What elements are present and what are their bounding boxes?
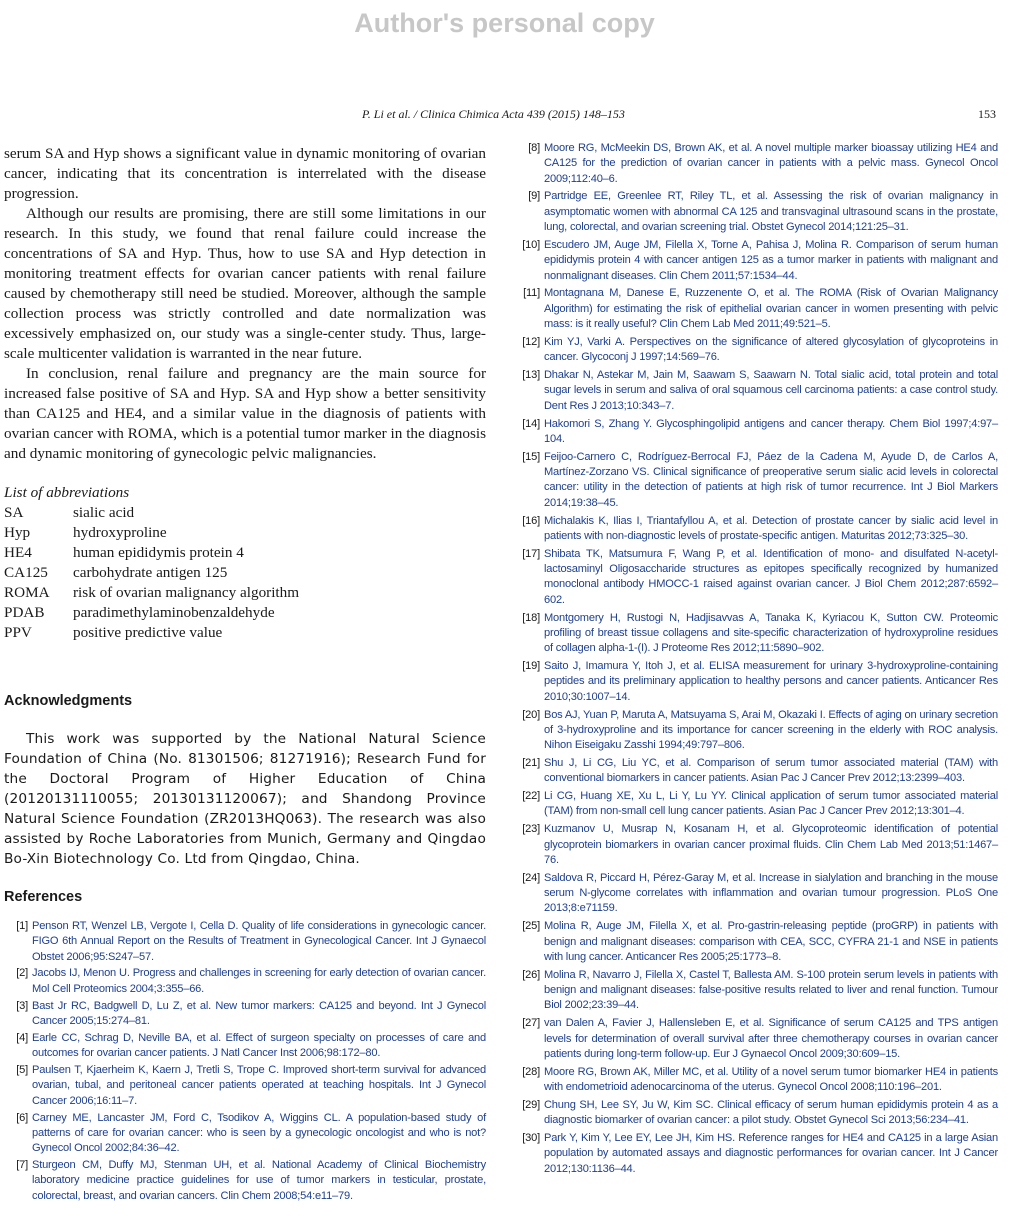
abbreviation-row [4, 563, 486, 583]
reference-link[interactable]: Moore RG, McMeekin DS, Brown AK, et al. A novel multiple marker bioassay utilizing HE4 and CA125 for the prediction of ovarian cancer in patients with a pelvic mass. Gynecol Oncol 2009;112:40–6. [544, 142, 998, 185]
reference-number: [5] [16, 1064, 28, 1077]
abbreviation-definition: carbohydrate antigen 125 [73, 564, 228, 581]
reference-item [516, 1131, 998, 1177]
reference-number: [23] [522, 823, 540, 836]
reference-number: [16] [522, 514, 540, 527]
watermark: Author's personal copy [354, 8, 655, 38]
reference-link[interactable]: Montgomery H, Rustogi N, Hadjisavvas A, Tanaka K, Kyriacou K, Sutton CW. Proteomic profiling of breast tissue collagens and site-specific characterization of hydroxyproline residues of collagen alpha-1-(I). J Proteome Res 2012;11:5890–902. [544, 611, 998, 655]
reference-number: [12] [522, 335, 540, 348]
reference-item [516, 1016, 998, 1062]
reference-link[interactable]: Park Y, Kim Y, Lee EY, Lee JH, Kim HS. Reference ranges for HE4 and CA125 in a large Asian population by automated assays and diagnostic performances for ovarian cancer. Int J Cancer 2012;130:1136–44. [544, 1132, 998, 1175]
abbreviation-definition: hydroxyproline [73, 524, 167, 541]
page-number: 153 [978, 107, 996, 121]
abbreviation-row [4, 543, 486, 563]
reference-item [4, 1031, 486, 1062]
reference-item [516, 238, 998, 284]
reference-link[interactable]: Bast Jr RC, Badgwell D, Lu Z, et al. New tumor markers: CA125 and beyond. Int J Gynecol Cancer 2005;15:274–81. [32, 999, 486, 1027]
abbreviation-row [4, 623, 486, 643]
reference-item [516, 822, 998, 868]
reference-link[interactable]: Kim YJ, Varki A. Perspectives on the significance of altered glycosylation of glycoproteins in cancer. Glycoconj J 1997;14:569–76. [544, 335, 998, 364]
abbreviation-row [4, 503, 486, 523]
reference-link[interactable]: Carney ME, Lancaster JM, Ford C, Tsodikov A, Wiggins CL. A population-based study of patterns of care for ovarian cancer: who is seen by a gynecologic oncologist and who is not? Gynecol Oncol 2002;84:36–42. [32, 1111, 486, 1155]
reference-item [516, 141, 998, 187]
reference-link[interactable]: Bos AJ, Yuan P, Maruta A, Matsuyama S, Arai M, Okazaki I. Effects of aging on urinary secretion of 3-hydroxyproline and its importance for cancer screening in the elderly with ROC analysis. Nihon Eiseigaku Zasshi 1994;49:797–806. [544, 708, 998, 752]
reference-item [516, 335, 998, 366]
reference-item [516, 708, 998, 754]
reference-item [4, 1111, 486, 1157]
abbreviation-row [4, 603, 486, 623]
abbreviation-term: SA [4, 504, 24, 521]
reference-number: [2] [16, 967, 28, 980]
reference-number: [13] [522, 369, 540, 382]
reference-number: [22] [522, 790, 540, 803]
abbreviation-definition: paradimethylaminobenzaldehyde [73, 604, 275, 621]
reference-item [516, 450, 998, 511]
reference-number: [27] [522, 1017, 540, 1030]
reference-link[interactable]: Earle CC, Schrag D, Neville BA, et al. Effect of surgeon specialty on processes of care and outcomes for ovarian cancer patients. J Natl Cancer Inst 2006;98:172–80. [32, 1031, 486, 1060]
reference-number: [18] [522, 611, 540, 624]
reference-number: [8] [528, 142, 540, 154]
reference-number: [15] [522, 450, 540, 463]
abbreviation-term: ROMA [4, 584, 50, 601]
reference-item [516, 514, 998, 545]
reference-link[interactable]: Molina R, Auge JM, Filella X, et al. Pro-gastrin-releasing peptide (proGRP) in patients with benign and malignant diseases: comparison with CEA, SCC, CYFRA 21-1 and NSE in patients with lung cancer. Anticancer Res 2005;25:1773–8. [544, 920, 998, 963]
reference-item [4, 999, 486, 1030]
reference-number: [1] [16, 920, 28, 932]
body-paragraph: Although our results are promising, there are still some limitations in our research. In this study, we found that renal failure could increase the concentrations of SA and Hyp. Thus, how to use SA and Hyp detection in monitoring treatment effects for ovarian cancer patients with renal failure caused by chemotherapy still need be studied. Moreover, although the sample collection process was strictly controlled and date normalization was excessively emphasized on, our study was a single-center study. Thus, large-scale multicenter validation is warranted in the near future. [4, 205, 486, 362]
reference-number: [17] [522, 547, 540, 560]
reference-link[interactable]: Penson RT, Wenzel LB, Vergote I, Cella D. Quality of life considerations in gynecologic cancer. FIGO 6th Annual Report on the Results of Treatment in Gynecological Cancer. Int J Gynaecol Obstet 2006;95:S247–57. [32, 920, 486, 963]
acknowledgments-text: This work was supported by the National Natural Science Foundation of China (No. 81301506; 81271916); Research Fund for the Doctoral Program of Higher Education of China (20120131110055; 20130131120067); and Shandong Province Natural Science Foundation (ZR2013HQ063). The research was also assisted by Roche Laboratories from Munich, Germany and Qingdao Bo-Xin Biotechnology Co. Ltd from Qingdao, China. [4, 731, 486, 867]
reference-number: [9] [528, 190, 540, 203]
reference-link[interactable]: Jacobs IJ, Menon U. Progress and challenges in screening for early detection of ovarian cancer. Mol Cell Proteomics 2004;3:355–66. [32, 967, 486, 995]
abbreviation-term: CA125 [4, 564, 48, 581]
reference-number: [28] [522, 1065, 540, 1078]
reference-link[interactable]: Chung SH, Lee SY, Ju W, Kim SC. Clinical efficacy of serum human epididymis protein 4 as a diagnostic biomarker of ovarian cancer: a pilot study. Obstet Gynecol Sci 2013;56:234–41. [544, 1098, 998, 1127]
acknowledgments-title: Acknowledgments [4, 693, 133, 709]
reference-number: [6] [16, 1111, 28, 1124]
reference-item [516, 756, 998, 787]
reference-link[interactable]: Li CG, Huang XE, Xu L, Li Y, Lu YY. Clinical application of serum tumor associated material (TAM) from non-small cell lung cancer patients. Asian Pac J Cancer Prev 2012;13:301–4. [544, 790, 998, 818]
body-paragraph: serum SA and Hyp shows a significant value in dynamic monitoring of ovarian cancer, indicating that its concentration is interrelated with the disease progression. [4, 145, 486, 202]
reference-number: [7] [16, 1159, 28, 1172]
reference-item [516, 611, 998, 657]
reference-number: [14] [522, 417, 540, 430]
abbreviation-row [4, 523, 486, 543]
reference-item [4, 1063, 486, 1109]
abbreviation-definition: sialic acid [73, 504, 135, 521]
abbreviation-definition: positive predictive value [73, 624, 223, 641]
reference-number: [4] [16, 1031, 28, 1044]
right-column [516, 141, 998, 1180]
reference-item [516, 368, 998, 414]
abbreviation-definition: human epididymis protein 4 [73, 544, 244, 561]
reference-link[interactable]: Moore RG, Brown AK, Miller MC, et al. Utility of a novel serum tumor biomarker HE4 in patients with endometrioid adenocarcinoma of the uterus. Gynecol Oncol 2008;110:196–201. [544, 1065, 998, 1094]
reference-number: [30] [522, 1132, 540, 1145]
abbreviation-row [4, 583, 486, 603]
reference-link[interactable]: Kuzmanov U, Musrap N, Kosanam H, et al. Glycoproteomic identification of potential glycoprotein biomarkers in ovarian cancer proximal fluids. Clin Chem Lab Med 2013;51:1467–76. [544, 823, 998, 866]
reference-link[interactable]: Saldova R, Piccard H, Pérez-Garay M, et al. Increase in sialylation and branching in the mouse serum N-glycome correlates with inflammation and ovarian tumour progression. PLoS One 2013;8:e71159. [544, 871, 998, 915]
reference-link[interactable]: Paulsen T, Kjaerheim K, Kaern J, Tretli S, Trope C. Improved short-term survival for advanced ovarian, tubal, and peritoneal cancer patients operated at teaching hospitals. Int J Gynecol Cancer 2006;16:11–7. [32, 1064, 486, 1107]
reference-number: [24] [522, 871, 540, 884]
reference-item [4, 1158, 486, 1204]
reference-item [516, 417, 998, 448]
reference-item [4, 919, 486, 965]
reference-item [516, 547, 998, 608]
abbreviation-term: HE4 [4, 544, 32, 561]
reference-link[interactable]: Molina R, Navarro J, Filella X, Castel T, Ballesta AM. S-100 protein serum levels in patients with benign and malignant diseases: false-positive results related to liver and renal function. Tumour Biol 2002;23:39–44. [544, 968, 998, 1012]
reference-link[interactable]: Montagnana M, Danese E, Ruzzenente O, et al. The ROMA (Risk of Ovarian Malignancy Algorithm) for estimating the risk of epithelial ovarian cancer in women presenting with pelvic mass: is it really useful? Clin Chem Lab Med 2011;49:521–5. [544, 287, 998, 331]
reference-number: [10] [522, 238, 540, 251]
reference-link[interactable]: Escudero JM, Auge JM, Filella X, Torne A, Pahisa J, Molina R. Comparison of serum human epididymis protein 4 with cancer antigen 125 as a tumor marker in patients with malignant and nonmalignant diseases. Clin Chem 2011;57:1534–44. [544, 238, 998, 282]
reference-number: [11] [523, 287, 540, 300]
reference-number: [21] [522, 757, 540, 769]
references-list-continued [516, 141, 998, 1177]
reference-item [4, 966, 486, 997]
reference-item [516, 968, 998, 1014]
abbreviations-list [4, 503, 486, 643]
abbreviations-title: List of abbreviations [4, 484, 130, 501]
reference-link[interactable]: Partridge EE, Greenlee RT, Riley TL, et al. Assessing the risk of ovarian malignancy in asymptomatic women with abnormal CA 125 and transvaginal ultrasound scans in the prostate, lung, colorectal, and ovarian screening trial. Obstet Gynecol 2014;121:25–31. [544, 190, 998, 234]
reference-link[interactable]: Dhakar N, Astekar M, Jain M, Saawam S, Saawarn N. Total sialic acid, total protein and total sugar levels in serum and saliva of oral squamous cell carcinoma patients: a case control study. Dent Res J 2013;10:343–7. [544, 369, 998, 412]
reference-number: [19] [522, 660, 540, 673]
reference-number: [20] [522, 708, 540, 721]
references-title: References [4, 889, 83, 905]
abbreviation-definition: risk of ovarian malignancy algorithm [73, 584, 300, 601]
reference-item [516, 871, 998, 917]
reference-link[interactable]: Saito J, Imamura Y, Itoh J, et al. ELISA measurement for urinary 3-hydroxyproline-containing peptides and its preliminary application to healthy persons and cancer patients. Anticancer Res 2010;30:1007–14. [544, 660, 998, 703]
reference-number: [29] [522, 1098, 540, 1111]
abbreviation-term: PPV [4, 624, 32, 641]
reference-link[interactable]: van Dalen A, Favier J, Hallensleben E, et al. Significance of serum CA125 and TPS antigen levels for determination of overall survival after three chemotherapy courses in ovarian cancer patients during long-term follow-up. Eur J Gynaecol Oncol 2009;30:609–15. [544, 1017, 998, 1060]
reference-link[interactable]: Shu J, Li CG, Liu YC, et al. Comparison of serum tumor associated material (TAM) with conventional biomarkers in cancer patients. Asian Pac J Cancer Prev 2012;13:2399–403. [544, 757, 998, 785]
reference-item [516, 659, 998, 705]
reference-item [516, 919, 998, 965]
reference-item [516, 286, 998, 332]
reference-item [516, 1065, 998, 1096]
running-head [0, 107, 1009, 125]
reference-link[interactable]: Shibata TK, Matsumura F, Wang P, et al. Identification of mono- and disulfated N-acetyl-lactosaminyl Oligosaccharide structures as epitopes specifically recognized by humanized monoclonal antibody HMOCC-1 raised against ovarian cancer. J Biol Chem 2012;287:6592–602. [544, 547, 998, 606]
reference-link[interactable]: Feijoo-Carnero C, Rodríguez-Berrocal FJ, Páez de la Cadena M, Ayude D, de Carlos A, Martínez-Zorzano VS. Clinical significance of preoperative serum sialic acid levels in colorectal cancer: utility in the detection of patients at high risk of tumor recurrence. Int J Biol Markers 2014;19:38–45. [544, 450, 998, 509]
journal-citation: P. Li et al. / Clinica Chimica Acta 439 (2015) 148–153 [362, 107, 625, 121]
reference-item [516, 189, 998, 235]
reference-number: [26] [522, 968, 540, 981]
left-column [4, 144, 486, 1206]
abbreviation-term: Hyp [4, 524, 31, 541]
reference-number: [25] [522, 920, 540, 933]
abbreviation-term: PDAB [4, 604, 45, 621]
references-list [4, 919, 486, 1204]
reference-number: [3] [16, 999, 28, 1012]
reference-item [516, 789, 998, 820]
reference-link[interactable]: Michalakis K, Ilias I, Triantafyllou A, et al. Detection of prostate cancer by sialic acid level in patients with non-diagnostic levels of prostate-specific antigen. Maturitas 2012;73:325–30. [544, 514, 998, 542]
reference-item [516, 1098, 998, 1129]
body-paragraph: In conclusion, renal failure and pregnancy are the main source for increased false positive of SA and Hyp. SA and Hyp show a better sensitivity than CA125 and HE4, and a similar value in the diagnosis of patients with ovarian cancer with ROMA, which is a potential tumor marker in the diagnosis and dynamic monitoring of gynecologic pelvic malignancies. [4, 365, 486, 462]
reference-link[interactable]: Hakomori S, Zhang Y. Glycosphingolipid antigens and cancer therapy. Chem Biol 1997;4:97–104. [544, 417, 998, 445]
reference-link[interactable]: Sturgeon CM, Duffy MJ, Stenman UH, et al. National Academy of Clinical Biochemistry laboratory medicine practice guidelines for use of tumor markers in testicular, prostate, colorectal, breast, and ovarian cancers. Clin Chem 2008;54:e11–79. [32, 1159, 486, 1202]
